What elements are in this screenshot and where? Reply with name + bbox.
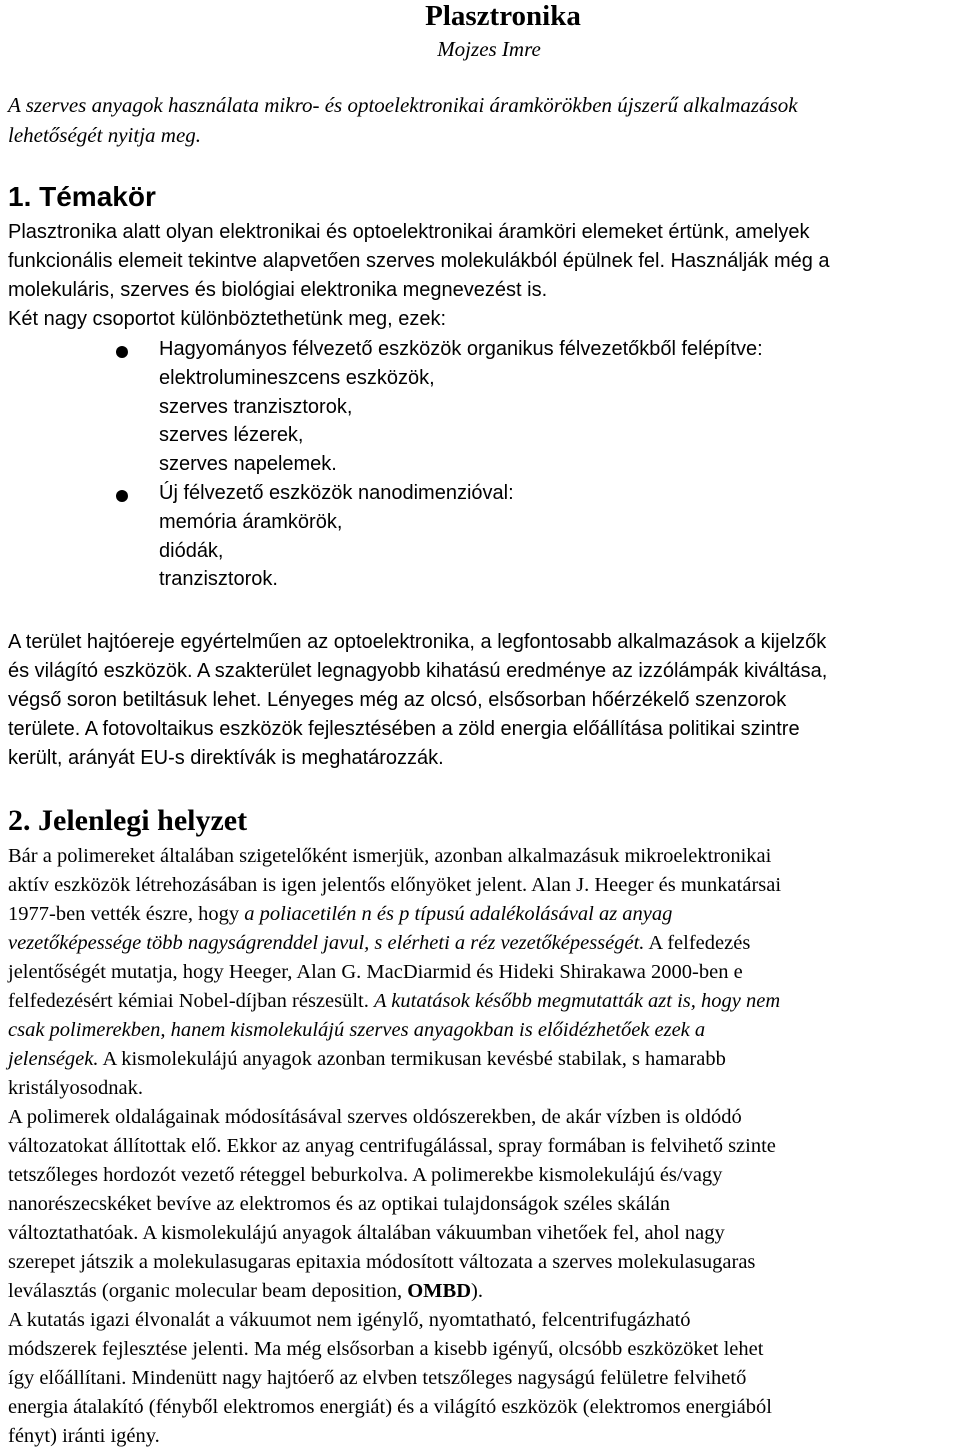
- bullet-subitem: tranzisztorok.: [159, 568, 278, 591]
- section2-paragraph-2: [8, 1103, 958, 1306]
- text-line: funkcionális elemeit tekintve alapvetően szerves molekulákból épülnek fel. Használják még a: [8, 250, 830, 272]
- bullet-lead: Hagyományos félvezető eszközök organikus félvezetőkből felépítve:: [159, 338, 763, 360]
- abstract: [8, 90, 958, 150]
- text-run: 1977-ben vették észre, hogy: [8, 903, 245, 925]
- section1-closing: [8, 628, 958, 773]
- section2-paragraph-1: [8, 842, 958, 1103]
- text-line: kristályosodnak.: [8, 1077, 143, 1099]
- text-line: aktív eszközök létrehozásában is igen jelentős előnyöket jelent. Alan J. Heeger és munkatársai: [8, 874, 782, 896]
- italic-run: jelenségek.: [8, 1048, 99, 1070]
- text-line: [8, 987, 958, 1016]
- bold-run: OMBD: [407, 1280, 472, 1302]
- text-line: szerepet játszik a molekulasugaras epitaxia módosított változata a szerves molekulasugaras: [8, 1251, 756, 1273]
- text-line: A kutatás igazi élvonalát a vákuumot nem igénylő, nyomtatható, felcentrifugázható: [8, 1309, 691, 1331]
- section2-paragraph-3: [8, 1306, 958, 1451]
- text-line: került, arányát EU-s direktívák is meghatározzák.: [8, 747, 444, 769]
- bullet-subitem: elektrolumineszcens eszközök,: [159, 366, 435, 389]
- text-line: Két nagy csoportot különböztethetünk meg, ezek:: [8, 308, 447, 330]
- bullet-subitem: szerves napelemek.: [159, 453, 337, 476]
- section1-intro: [8, 218, 958, 334]
- text-line: energia átalakító (fényből elektromos energiát) és a világító eszközök (elektromos energiából: [8, 1396, 772, 1418]
- text-run: ).: [471, 1280, 483, 1302]
- text-run: felfedezésért kémiai Nobel-díjban részesült.: [8, 990, 374, 1012]
- bullet-item: [159, 479, 959, 594]
- text-line: [8, 1277, 958, 1306]
- text-run: leválasztás (organic molecular beam deposition,: [8, 1280, 408, 1302]
- text-run: A felfedezés: [644, 932, 751, 954]
- bullet-subitem: diódák,: [159, 539, 224, 562]
- text-line: módszerek fejlesztése jelenti. Ma még elsősorban a kisebb igényű, olcsóbb eszközöket lehet: [8, 1338, 764, 1360]
- text-line: molekuláris, szerves és biológiai elektronika megnevezést is.: [8, 279, 548, 301]
- text-line: változtathatóak. A kismolekulájú anyagok általában vákuumban vihetőek fel, ahol nagy: [8, 1222, 725, 1244]
- document-title: Plasztronika: [425, 0, 581, 32]
- italic-run: a poliacetilén n és p típusú adalékolásával az anyag: [244, 903, 673, 925]
- text-line: és világító eszközök. A szakterület legnagyobb kihatású eredménye az izzólámpák kiváltása,: [8, 660, 828, 682]
- text-line: területe. A fotovoltaikus eszközök fejlesztésében a zöld energia előállítása politikai szintre: [8, 718, 800, 740]
- text-line: A terület hajtóereje egyértelműen az optoelektronika, a legfontosabb alkalmazások a kijelzők: [8, 631, 827, 653]
- bullet-icon: [116, 490, 128, 502]
- abstract-line: A szerves anyagok használata mikro- és optoelektronikai áramkörökben újszerű alkalmazások: [8, 93, 798, 117]
- text-line: nanorészecskéket bevíve az elektromos és az optikai tulajdonságok széles skálán: [8, 1193, 671, 1215]
- bullet-item: [159, 335, 959, 479]
- bullet-subitem: szerves tranzisztorok,: [159, 395, 353, 418]
- text-line: változatokat állítottak elő. Ekkor az anyag centrifugálással, spray formában is felvihető szinte: [8, 1135, 776, 1157]
- section-heading-1: 1. Témakör: [8, 181, 156, 212]
- text-line: A polimerek oldalágainak módosításával szerves oldószerekben, de akár vízben is oldódó: [8, 1106, 742, 1128]
- bullet-icon: [116, 346, 128, 358]
- bullet-lead: Új félvezető eszközök nanodimenzióval:: [159, 482, 514, 504]
- text-line: fényt) iránti igény.: [8, 1425, 160, 1447]
- italic-run: A kutatások később megmutatták azt is, hogy nem: [374, 990, 781, 1012]
- section-heading-2: 2. Jelenlegi helyzet: [8, 804, 248, 837]
- text-line: [8, 900, 958, 929]
- text-line: [8, 929, 958, 958]
- text-line: [8, 1016, 958, 1045]
- author-name: Mojzes Imre: [437, 37, 541, 61]
- italic-run: csak polimerekben, hanem kismolekulájú szerves anyagokban is előidézhetőek ezek a: [8, 1019, 706, 1041]
- text-line: [8, 1045, 958, 1074]
- text-line: végső soron betiltásuk lehet. Lényeges még az olcsó, elsősorban hőérzékelő szenzorok: [8, 689, 787, 711]
- text-line: tetszőleges hordozót vezető réteggel beburkolva. A polimerekbe kismolekulájú és/vagy: [8, 1164, 723, 1186]
- text-line: jelentőségét mutatja, hogy Heeger, Alan G. MacDiarmid és Hideki Shirakawa 2000-ben e: [8, 961, 743, 983]
- text-line: így előállítani. Mindenütt nagy hajtóerő az elvben tetszőleges nagyságú felületre felvihető: [8, 1367, 747, 1389]
- abstract-line: lehetőségét nyitja meg.: [8, 123, 202, 147]
- text-run: A kismolekulájú anyagok azonban termikusan kevésbé stabilak, s hamarabb: [98, 1048, 726, 1070]
- text-line: Plasztronika alatt olyan elektronikai és optoelektronikai áramköri elemeket értünk, amelyek: [8, 221, 810, 243]
- text-line: Bár a polimereket általában szigetelőként ismerjük, azonban alkalmazásuk mikroelektronikai: [8, 845, 772, 867]
- italic-run: vezetőképessége több nagyságrenddel javul, s elérheti a réz vezetőképességét.: [8, 932, 645, 954]
- bullet-subitem: szerves lézerek,: [159, 424, 304, 447]
- bullet-subitem: memória áramkörök,: [159, 510, 343, 533]
